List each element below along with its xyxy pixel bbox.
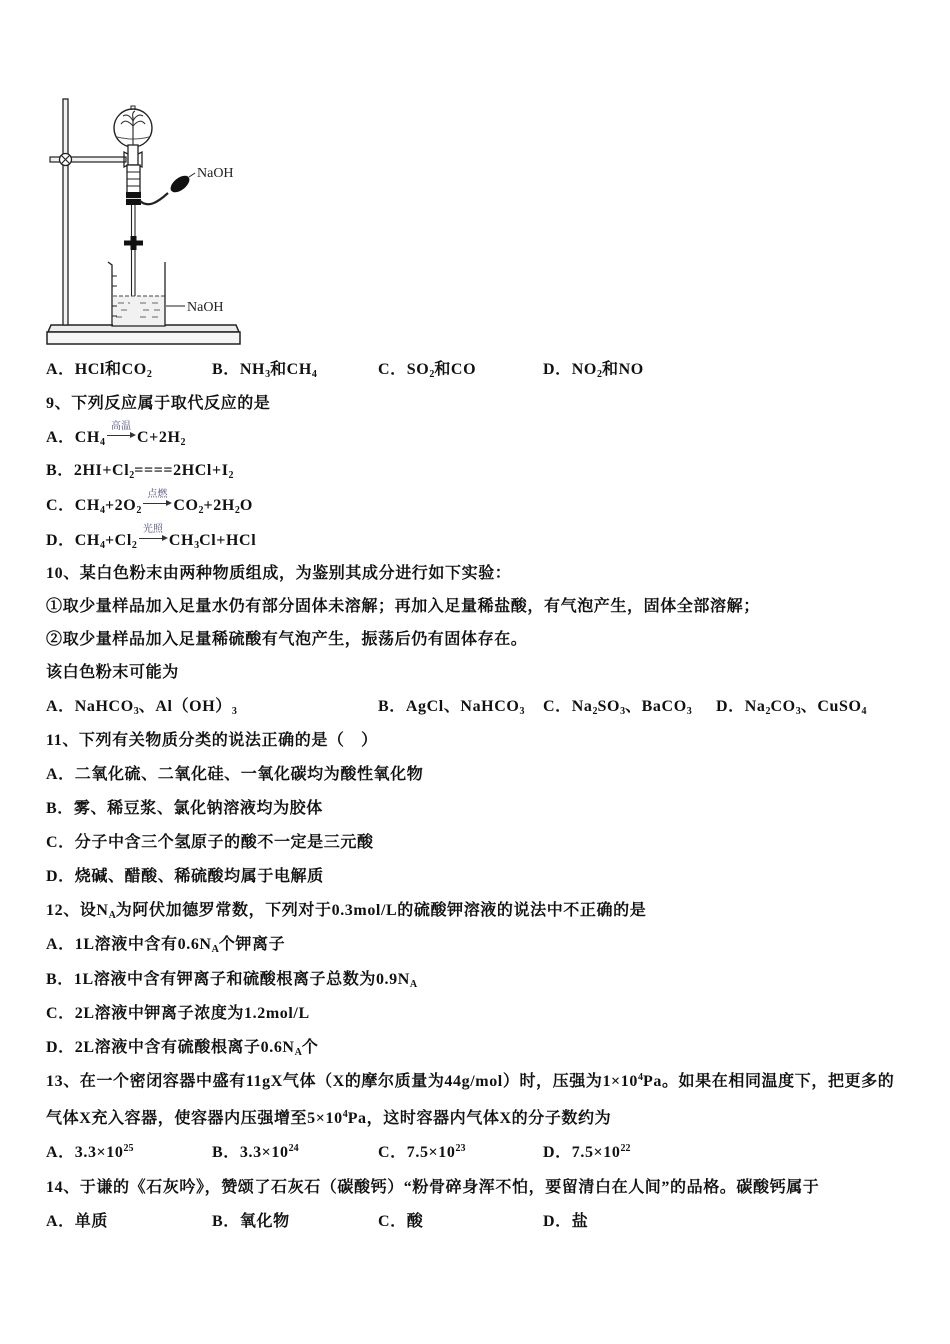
subscript: 3 bbox=[519, 706, 525, 717]
arrow-head-icon bbox=[166, 500, 172, 506]
subscript: 2 bbox=[596, 369, 602, 380]
subscript: A bbox=[294, 1047, 302, 1058]
q13-option-a bbox=[46, 1143, 133, 1163]
q9-option-a bbox=[46, 421, 186, 448]
subscript: 2 bbox=[765, 706, 771, 717]
text-run: +2H bbox=[203, 497, 235, 514]
text-run: CO bbox=[770, 698, 796, 715]
text-run: C+2H bbox=[136, 429, 181, 446]
text-run: 个 bbox=[301, 1039, 319, 1056]
text-run: C．7.5×10 bbox=[378, 1144, 456, 1161]
subscript: 3 bbox=[231, 706, 237, 717]
subscript: 4 bbox=[99, 505, 105, 516]
dropper bbox=[140, 172, 195, 204]
subscript: 2 bbox=[136, 505, 142, 516]
subscript: A bbox=[108, 910, 116, 921]
q8-option-a bbox=[46, 360, 152, 380]
text-run: 、CuSO bbox=[800, 698, 862, 715]
subscript: 2 bbox=[129, 470, 135, 481]
subscript: 2 bbox=[180, 437, 186, 448]
q8-option-d bbox=[543, 360, 644, 380]
stopcock bbox=[124, 236, 143, 250]
reaction-condition-label: 光照 bbox=[142, 524, 163, 535]
text-run: SO bbox=[597, 698, 621, 715]
text-run: D．2L溶液中含有硫酸根离子0.6N bbox=[46, 1039, 295, 1056]
text-run: 为阿伏加德罗常数，下列对于0.3mol/L的硫酸钾溶液的说法中不正确的是 bbox=[115, 902, 647, 919]
q10-option-c bbox=[543, 697, 692, 717]
reaction-condition-label: 高温 bbox=[110, 421, 131, 432]
q12-option-d bbox=[46, 1038, 318, 1058]
subscript: 4 bbox=[99, 540, 105, 551]
subscript: 2 bbox=[198, 505, 204, 516]
subscript: 4 bbox=[99, 437, 105, 448]
subscript: 4 bbox=[861, 706, 867, 717]
text-run: C．CH bbox=[46, 497, 100, 514]
text-run: A．HCl和CO bbox=[46, 361, 147, 378]
text-run: O bbox=[239, 497, 253, 514]
reaction-condition-arrow bbox=[106, 421, 136, 443]
q9-option-d bbox=[46, 524, 257, 551]
arrow-shaft bbox=[143, 503, 168, 504]
text-run: B．2HI+Cl bbox=[46, 462, 130, 479]
q11-option-b: B．雾、稀豆浆、氯化钠溶液均为胶体 bbox=[46, 800, 323, 817]
q13-option-d bbox=[543, 1143, 630, 1163]
superscript: 23 bbox=[455, 1143, 466, 1154]
text-run: A．1L溶液中含有0.6N bbox=[46, 936, 212, 953]
q11-stem: 11、下列有关物质分类的说法正确的是（ ） bbox=[46, 732, 378, 749]
q13-stem-line-2 bbox=[46, 1109, 611, 1129]
arrow-shaft bbox=[107, 435, 132, 436]
text-run: D．Na bbox=[716, 698, 766, 715]
subscript: 4 bbox=[311, 369, 317, 380]
superscript: 24 bbox=[288, 1143, 299, 1154]
arrow-head-icon bbox=[130, 432, 136, 438]
apparatus-figure bbox=[44, 95, 244, 351]
text-run: Pa，这时容器内气体X的分子数约为 bbox=[347, 1110, 612, 1127]
stand-base bbox=[47, 325, 240, 344]
text-run: ====2HCl+I bbox=[134, 462, 229, 479]
text-run: 12、设N bbox=[46, 902, 109, 919]
text-run: A．NaHCO bbox=[46, 698, 134, 715]
text-run: Pa。如果在相同温度下，把更多的 bbox=[642, 1073, 895, 1090]
text-run: A．3.3×10 bbox=[46, 1144, 124, 1161]
text-run: A．CH bbox=[46, 429, 100, 446]
q13-stem-line-1 bbox=[46, 1072, 894, 1092]
q9-option-c bbox=[46, 489, 253, 516]
q13-option-c bbox=[378, 1143, 465, 1163]
superscript: 4 bbox=[637, 1072, 643, 1083]
q8-option-c bbox=[378, 360, 476, 380]
q12-option-b bbox=[46, 970, 417, 990]
subscript: 2 bbox=[146, 369, 152, 380]
q12-stem bbox=[46, 901, 646, 921]
reaction-condition-arrow bbox=[138, 524, 168, 546]
subscript: 2 bbox=[429, 369, 435, 380]
q8-option-b bbox=[212, 360, 317, 380]
text-run: C．SO bbox=[378, 361, 430, 378]
reaction-condition-label: 点燃 bbox=[147, 489, 168, 500]
q10-step-2: ②取少量样品加入足量稀硫酸有气泡产生，振荡后仍有固体存在。 bbox=[46, 631, 528, 648]
q10-stem: 10、某白色粉末由两种物质组成，为鉴别其成分进行如下实验： bbox=[46, 565, 512, 582]
q12-option-a bbox=[46, 935, 285, 955]
text-run: C．2L溶液中钾离子浓度为1.2mol/L bbox=[46, 1005, 310, 1022]
q10-prompt: 该白色粉末可能为 bbox=[46, 664, 179, 681]
text-run: D．CH bbox=[46, 532, 100, 549]
stand-rod bbox=[63, 99, 68, 325]
subscript: A bbox=[211, 944, 219, 955]
text-run: 和CH bbox=[270, 361, 312, 378]
dropper-naoh-label: NaOH bbox=[197, 166, 234, 181]
subscript: 2 bbox=[592, 706, 598, 717]
text-run: 和NO bbox=[601, 361, 644, 378]
text-run: 个钾离子 bbox=[218, 936, 286, 953]
superscript: 25 bbox=[123, 1143, 134, 1154]
subscript: 3 bbox=[265, 369, 271, 380]
text-run: CH bbox=[168, 532, 195, 549]
q10-option-d bbox=[716, 697, 867, 717]
q11-option-d: D．烧碱、醋酸、稀硫酸均属于电解质 bbox=[46, 868, 324, 885]
q9-stem: 9、下列反应属于取代反应的是 bbox=[46, 395, 271, 412]
text-run: 13、在一个密闭容器中盛有11gX气体（X的摩尔质量为44g/mol）时，压强为1×10 bbox=[46, 1073, 638, 1090]
text-run: B．3.3×10 bbox=[212, 1144, 289, 1161]
text-run: 和CO bbox=[434, 361, 477, 378]
text-run: +Cl bbox=[104, 532, 132, 549]
q14-option-c: C．酸 bbox=[378, 1213, 424, 1230]
arrow-shaft bbox=[139, 538, 164, 539]
text-run: 、Al（OH） bbox=[138, 698, 232, 715]
q11-option-a: A．二氧化硫、二氧化硅、一氧化碳均为酸性氧化物 bbox=[46, 766, 424, 783]
q14-option-a: A．单质 bbox=[46, 1213, 108, 1230]
subscript: 3 bbox=[194, 540, 200, 551]
q14-option-d: D．盐 bbox=[543, 1213, 589, 1230]
beaker-naoh-label: NaOH bbox=[187, 300, 224, 315]
superscript: 22 bbox=[620, 1143, 631, 1154]
text-run: B．1L溶液中含有钾离子和硫酸根离子总数为0.9N bbox=[46, 971, 410, 988]
text-run: B．AgCl、NaHCO bbox=[378, 698, 520, 715]
subscript: 3 bbox=[620, 706, 626, 717]
q12-option-c bbox=[46, 1004, 310, 1024]
q14-option-b: B．氧化物 bbox=[212, 1213, 290, 1230]
text-run: Cl+HCl bbox=[199, 532, 257, 549]
text-run: D．7.5×10 bbox=[543, 1144, 621, 1161]
text-run: D．NO bbox=[543, 361, 597, 378]
subscript: A bbox=[409, 979, 418, 990]
subscript: 3 bbox=[795, 706, 801, 717]
text-run: C．Na bbox=[543, 698, 593, 715]
superscript: 4 bbox=[342, 1109, 348, 1120]
subscript: 2 bbox=[228, 470, 234, 481]
q10-option-b bbox=[378, 697, 524, 717]
arrow-head-icon bbox=[162, 535, 168, 541]
q10-option-a bbox=[46, 697, 237, 717]
reaction-condition-arrow bbox=[142, 489, 172, 511]
subscript: 2 bbox=[131, 540, 137, 551]
beaker bbox=[108, 262, 185, 326]
q9-option-b bbox=[46, 461, 234, 481]
subscript: 3 bbox=[133, 706, 139, 717]
text-run: 气体X充入容器，使容器内压强增至5×10 bbox=[46, 1110, 343, 1127]
q10-step-1: ①取少量样品加入足量水仍有部分固体未溶解；再加入足量稀盐酸，有气泡产生，固体全部溶解； bbox=[46, 598, 760, 615]
subscript: 3 bbox=[686, 706, 692, 717]
text-run: B．NH bbox=[212, 361, 266, 378]
q13-option-b bbox=[212, 1143, 299, 1163]
q14-stem: 14、于谦的《石灰吟》，赞颂了石灰石（碳酸钙）“粉骨碎身浑不怕，要留清白在人间”的品格。碳酸钙属于 bbox=[46, 1179, 820, 1196]
stopper-assembly bbox=[126, 165, 141, 205]
q11-option-c: C．分子中含三个氢原子的酸不一定是三元酸 bbox=[46, 834, 374, 851]
text-run: +2O bbox=[104, 497, 137, 514]
subscript: 2 bbox=[234, 505, 240, 516]
text-run: CO bbox=[173, 497, 199, 514]
text-run: 、BaCO bbox=[625, 698, 687, 715]
